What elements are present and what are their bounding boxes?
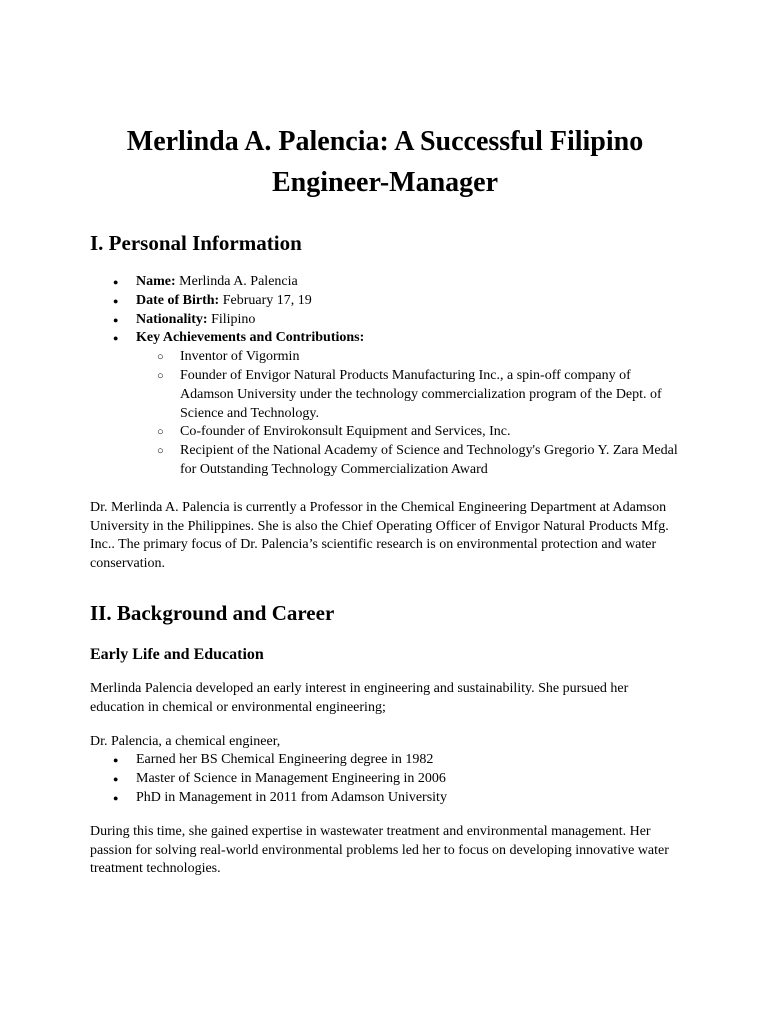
degree-item: ● Earned her BS Chemical Engineering degree in 1982 xyxy=(90,751,680,770)
info-label: Date of Birth: xyxy=(136,292,220,308)
info-value: Filipino xyxy=(207,311,256,327)
personal-info-list xyxy=(90,273,680,480)
degree-item: ● Master of Science in Management Engineering in 2006 xyxy=(90,770,680,789)
info-item-name xyxy=(90,273,680,292)
early-life-paragraph: Merlinda Palencia developed an early interest in engineering and sustainability. She pursued her education in chemical or environmental engineering; xyxy=(90,680,629,715)
info-item-key-achievements xyxy=(90,329,680,479)
subheading-early-life: Early Life and Education xyxy=(90,645,264,663)
section-heading-background-career: II. Background and Career xyxy=(90,600,335,625)
expertise-paragraph: During this time, she gained expertise in wastewater treatment and environmental management. Her passion for solving real-world environmental problems led her to focus on developing innovative water treatment technologies. xyxy=(90,823,669,877)
info-label: Nationality: xyxy=(136,311,208,327)
bio-paragraph: Dr. Merlinda A. Palencia is currently a Professor in the Chemical Engineering Department at Adamson University in the Philippines. She is also the Chief Operating Officer of Envigor Natural Products Mfg. Inc.. The primary focus of Dr. Palencia’s scientific research is on environmental protection and water conservation. xyxy=(90,499,669,572)
info-label: Key Achievements and Contributions: xyxy=(136,330,365,346)
achievement-item: ○ Inventor of Vigormin xyxy=(135,348,680,367)
degree-item: ● PhD in Management in 2011 from Adamson University xyxy=(90,789,680,808)
section-heading-personal-information: I. Personal Information xyxy=(90,231,302,255)
info-value: February 17, 19 xyxy=(219,292,312,308)
document-page xyxy=(90,0,680,879)
degrees-intro: Dr. Palencia, a chemical engineer, xyxy=(90,733,281,749)
info-item-date-of-birth xyxy=(90,292,680,311)
achievement-item: ○ Co-founder of Envirokonsult Equipment and Services, Inc. xyxy=(135,423,680,442)
info-value: Merlinda A. Palencia xyxy=(175,274,298,289)
achievements-list xyxy=(90,348,680,480)
info-label: Name: xyxy=(136,274,176,289)
document-title: Merlinda A. Palencia: A Successful Filipino Engineer-Manager xyxy=(126,126,644,198)
degrees-list xyxy=(90,751,680,807)
achievement-item: ○ Recipient of the National Academy of Science and Technology's Gregorio Y. Zara Medal for Outstanding Technology Commercialization Award xyxy=(135,442,680,480)
info-item-nationality xyxy=(90,311,680,330)
achievement-item: ○ Founder of Envigor Natural Products Manufacturing Inc., a spin-off company of Adamson University under the technology commercialization program of the Dept. of Science and Technology. xyxy=(135,367,680,423)
